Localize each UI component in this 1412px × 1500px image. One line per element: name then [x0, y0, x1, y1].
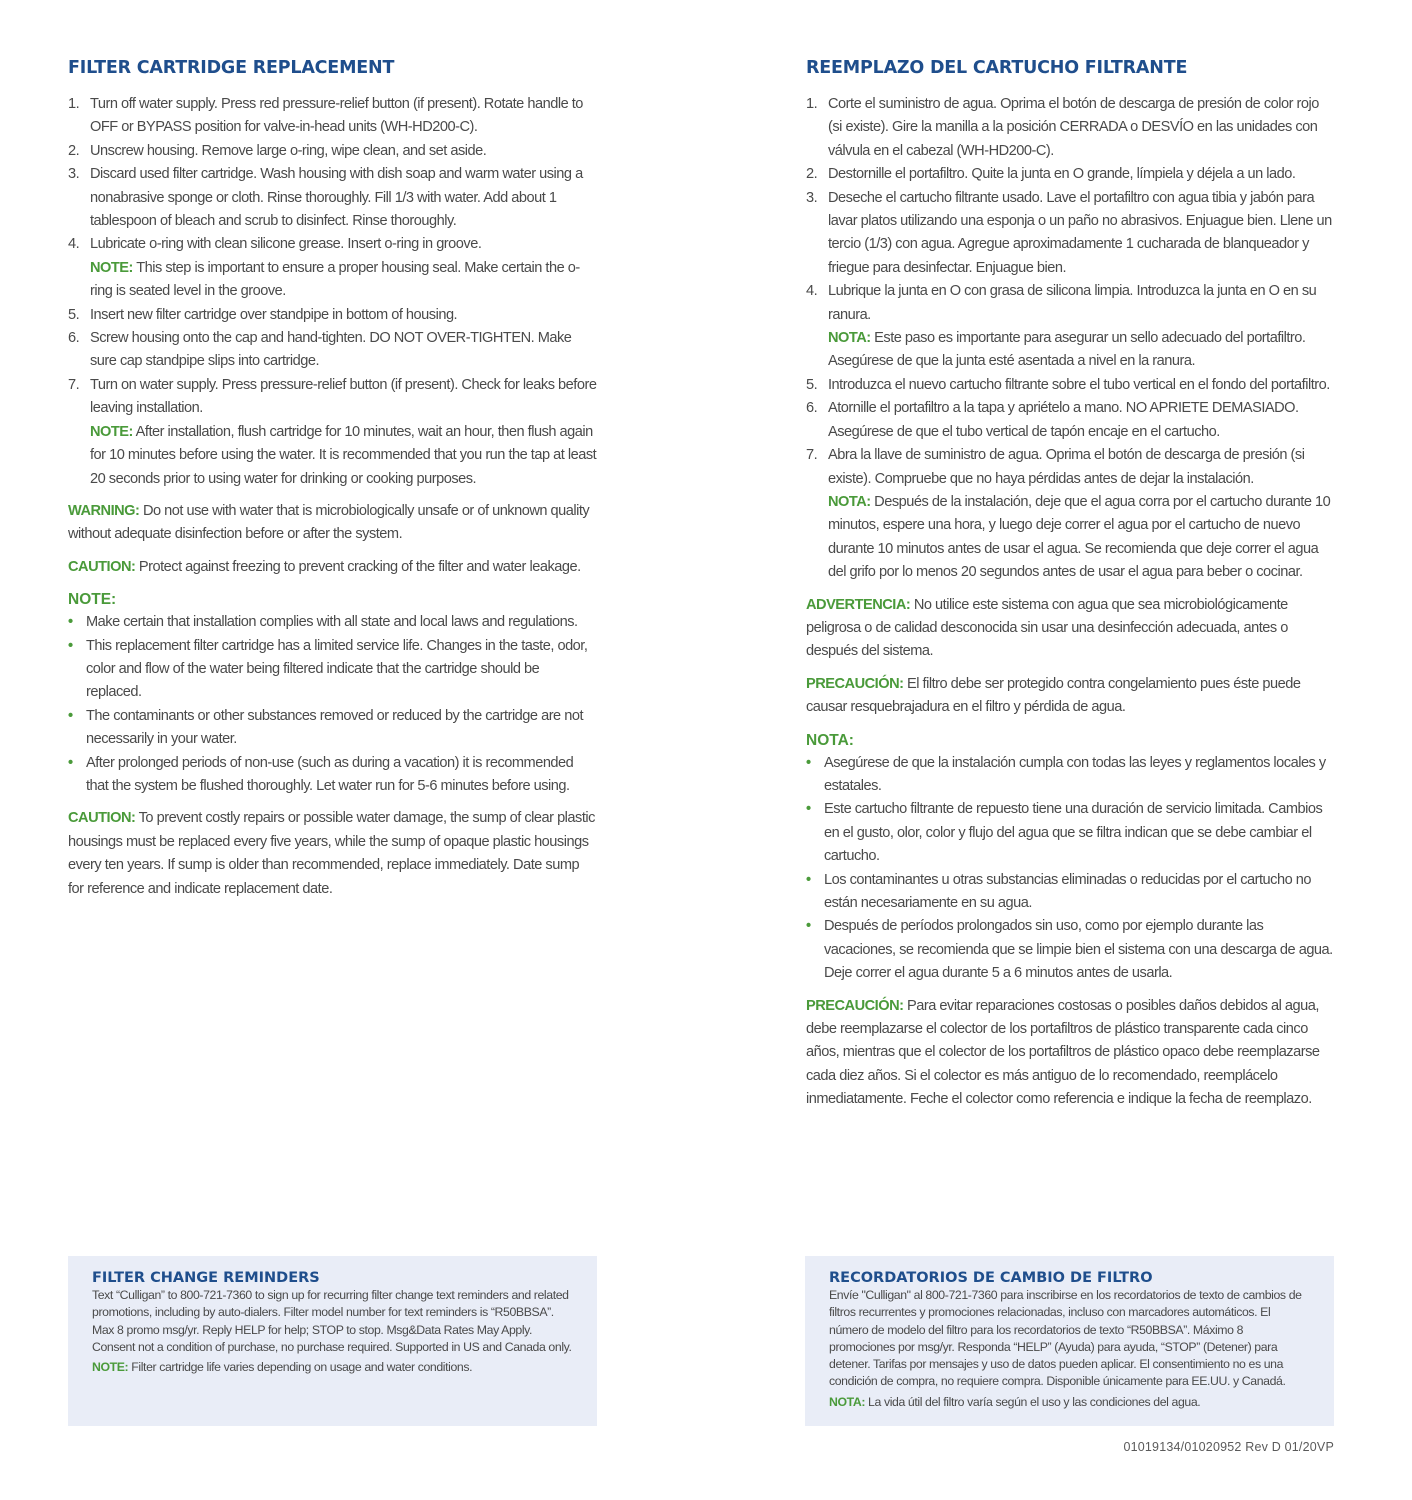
step-item: 5. Insert new filter cartridge over standpipe in bottom of housing.: [68, 306, 458, 323]
list-item: • Asegúrese de que la instalación cumpla con todas las leyes y reglamentos locales y estatales.: [806, 752, 1336, 799]
reminders-note: NOTA: La vida útil del filtro varía según el uso y las condiciones del agua.: [829, 1394, 1201, 1409]
spanish-note-bullets: [806, 752, 1336, 986]
list-item: • Los contaminantes u otras substancias eliminadas o reducidas por el cartucho no están necesariamente en su agua.: [806, 869, 1336, 916]
step-item: 1. Corte el suministro de agua. Oprima el botón de descarga de presión de color rojo (si existe). Gire la manilla a la posición CERRADA o DESVÍO en las unidades con válvula en el cabezal (WH-HD200-C).: [806, 96, 1319, 159]
english-title: FILTER CARTRIDGE REPLACEMENT: [68, 58, 395, 78]
recordatorios-box: [805, 1256, 1334, 1426]
english-steps-list: [68, 93, 598, 491]
list-item: • The contaminants or other substances removed or reduced by the cartridge are not necessarily in your water.: [68, 705, 598, 752]
bullet-icon: •: [806, 754, 811, 771]
spanish-title: REEMPLAZO DEL CARTUCHO FILTRANTE: [806, 58, 1188, 78]
step-item: 7. Turn on water supply. Press pressure-relief button (if present). Check for leaks before leaving installation. NOTE: After installation, flush cartridge for 10 minutes, wait an hour, then flush again for 10 minutes before using the water. It is recommended that you run the tap at least 20 seconds prior to using water for drinking or cooking purposes.: [68, 374, 598, 491]
step-item: 1. Turn off water supply. Press red pressure-relief button (if present). Rotate handle to OFF or BYPASS position for valve-in-head units (WH-HD200-C).: [68, 96, 583, 136]
reminders-note: NOTE: Filter cartridge life varies depending on usage and water conditions.: [92, 1360, 473, 1375]
list-item: • Después de períodos prolongados sin uso, como por ejemplo durante las vacaciones, se recomienda que se limpie bien el sistema con una descarga de agua. Deje correr el agua durante 5 a 6 minutos antes de usarla.: [806, 915, 1336, 985]
step-item: 4. Lubricate o-ring with clean silicone grease. Insert o-ring in groove. NOTE: This step is important to ensure a proper housing seal. Make certain the o-ring is seated level in the groove.: [68, 233, 598, 303]
list-item: • After prolonged periods of non-use (such as during a vacation) it is recommended that the system be flushed thoroughly. Let water run for 5-6 minutes before using.: [68, 752, 598, 799]
english-note-bullets: [68, 611, 598, 798]
caution-freezing-paragraph: CAUTION: Protect against freezing to prevent cracking of the filter and water leakage.: [68, 558, 581, 575]
step-note: NOTA: Este paso es importante para asegurar un sello adecuado del portafiltro. Asegúrese de que la junta esté asentada a nivel en la ranura.: [828, 330, 1306, 370]
reminders-title: FILTER CHANGE REMINDERS: [92, 1270, 320, 1286]
step-item: 3. Deseche el cartucho filtrante usado. Lave el portafiltro con agua tibia y jabón para lavar platos utilizando una esponja o un paño no abrasivos. Enjuague bien. Llene un tercio (1/3) con agua. Agregue aproximadamente 1 cucharada de blanqueador y friegue para desinfectar. Enjuague bien.: [806, 189, 1332, 276]
step-item: 4. Lubrique la junta en O con grasa de silicona limpia. Introduzca la junta en O en su ranura. NOTA: Este paso es importante para asegurar un sello adecuado del portafiltro. Asegúrese de que la junta esté asentada a nivel en la ranura.: [806, 280, 1336, 374]
step-item: 7. Abra la llave de suministro de agua. Oprima el botón de descarga de presión (si existe). Compruebe que no haya pérdidas antes de dejar la instalación. NOTA: Después de la instalación, deje que el agua corra por el cartucho durante 10 minutos, espere una hora, y luego deje correr el agua por el cartucho de nuevo durante 10 minutos antes de usar el agua. Se recomienda que deje correr el agua del grifo por lo menos 20 segundos antes de usar el agua para beber o cocinar.: [806, 444, 1336, 584]
reminders-title: RECORDATORIOS DE CAMBIO DE FILTRO: [829, 1270, 1153, 1286]
filter-change-reminders-box: [68, 1256, 597, 1426]
spanish-column: [806, 58, 1336, 1112]
bullet-icon: •: [68, 707, 73, 724]
english-column: [68, 58, 598, 901]
bullet-icon: •: [806, 801, 811, 818]
step-item: 2. Unscrew housing. Remove large o-ring, wipe clean, and set aside.: [68, 142, 487, 159]
list-item: • Este cartucho filtrante de repuesto tiene una duración de servicio limitada. Cambios en el gusto, olor, color y flujo del agua que se filtra indican que se debe cambiar el cartucho.: [806, 798, 1336, 868]
step-item: 6. Screw housing onto the cap and hand-tighten. DO NOT OVER-TIGHTEN. Make sure cap standpipe slips into cartridge.: [68, 330, 572, 370]
step-note: NOTE: This step is important to ensure a proper housing seal. Make certain the o-ring is seated level in the groove.: [90, 259, 580, 300]
caution-sump-paragraph: PRECAUCIÓN: Para evitar reparaciones costosas o posibles daños debidos al agua, debe reemplazarse el colector de los portafiltros de plástico transparente cada cinco años, mientras que el colector de los portafiltros de plástico opaco debe reemplazarse cada diez años. Si el colector es más antiguo de lo recomendado, reemplácelo inmediatamente. Feche el colector como referencia e indique la fecha de reemplazo.: [806, 997, 1320, 1108]
caution-freezing-paragraph: PRECAUCIÓN: El filtro debe ser protegido contra congelamiento pues éste puede causar resquebrajadura en el filtro y pérdida de agua.: [806, 675, 1301, 716]
bullet-icon: •: [68, 614, 73, 631]
step-item: 6. Atornille el portafiltro a la tapa y apriételo a mano. NO APRIETE DEMASIADO. Asegúrese de que el tubo vertical de tapón encaje en el cartucho.: [806, 400, 1299, 440]
note-heading: NOTE:: [68, 591, 117, 609]
step-note: NOTA: Después de la instalación, deje que el agua corra por el cartucho durante 10 minutos, espere una hora, y luego deje correr el agua por el cartucho de nuevo durante 10 minutos antes de usar el agua. Se recomienda que deje correr el agua del grifo por lo menos 20 segundos antes de usar el agua para beber o cocinar.: [828, 493, 1331, 581]
spanish-steps-list: [806, 93, 1336, 585]
warning-paragraph: ADVERTENCIA: No utilice este sistema con agua que sea microbiológicamente peligrosa o de calidad desconocida sin usar una desinfección adecuada, antes o después del sistema.: [806, 596, 1288, 660]
bullet-icon: •: [68, 754, 73, 771]
bullet-icon: •: [806, 871, 811, 888]
list-item: • Make certain that installation complies with all state and local laws and regulations.: [68, 611, 598, 634]
step-item: 5. Introduzca el nuevo cartucho filtrante sobre el tubo vertical en el fondo del portafiltro.: [806, 376, 1330, 393]
document-revision-code: 01019134/01020952 Rev D 01/20VP: [1123, 1440, 1334, 1454]
step-note: NOTE: After installation, flush cartridge for 10 minutes, wait an hour, then flush again for 10 minutes before using the water. It is recommended that you run the tap at least 20 seconds prior to using water for drinking or cooking purposes.: [90, 423, 597, 487]
caution-sump-paragraph: CAUTION: To prevent costly repairs or possible water damage, the sump of clear plastic housings must be replaced every five years, while the sump of opaque plastic housings every ten years. If sump is older than recommended, replace immediately. Date sump for reference and indicate replacement date.: [68, 810, 595, 897]
step-item: 3. Discard used filter cartridge. Wash housing with dish soap and warm water using a nonabrasive sponge or cloth. Rinse thoroughly. Fill 1/3 with water. Add about 1 tablespoon of bleach and scrub to disinfect. Rinse thoroughly.: [68, 166, 583, 230]
bullet-icon: •: [806, 918, 811, 935]
reminders-text: Envíe "Culligan" al 800-721-7360 para inscribirse en los recordatorios de texto de cambios de filtros recurrentes y promociones relacionadas, incluso con marcadores automáticos. El número de modelo del filtro para los recordatorios de texto “R50BBSA”. Máximo 8 promociones por msg/yr. Responda “HELP” (Ayuda) para ayuda, “STOP” (Detener) para detener. Tarifas por mensajes y uso de datos pueden aplicar. El consentimiento no es una condición de compra, no requiere compra. Disponible únicamente para EE.UU. y Canadá.: [829, 1288, 1302, 1389]
list-item: • This replacement filter cartridge has a limited service life. Changes in the taste, odor, color and flow of the water being filtered indicate that the cartridge should be replaced.: [68, 635, 598, 705]
step-item: 2. Destornille el portafiltro. Quite la junta en O grande, límpiela y déjela a un lado.: [806, 166, 1296, 183]
note-heading: NOTA:: [806, 731, 854, 749]
warning-paragraph: WARNING: Do not use with water that is microbiologically unsafe or of unknown quality without adequate disinfection before or after the system.: [68, 502, 590, 543]
reminders-text: Text “Culligan” to 800-721-7360 to sign up for recurring filter change text reminders and related promotions, including by auto-dialers. Filter model number for text reminders is “R50BBSA”. Max 8 promo msg/yr. Reply HELP for help; STOP to stop. Msg&Data Rates May Apply. Consent not a condition of purchase, no purchase required. Supported in US and Canada only.: [92, 1288, 572, 1354]
bullet-icon: •: [68, 637, 73, 654]
